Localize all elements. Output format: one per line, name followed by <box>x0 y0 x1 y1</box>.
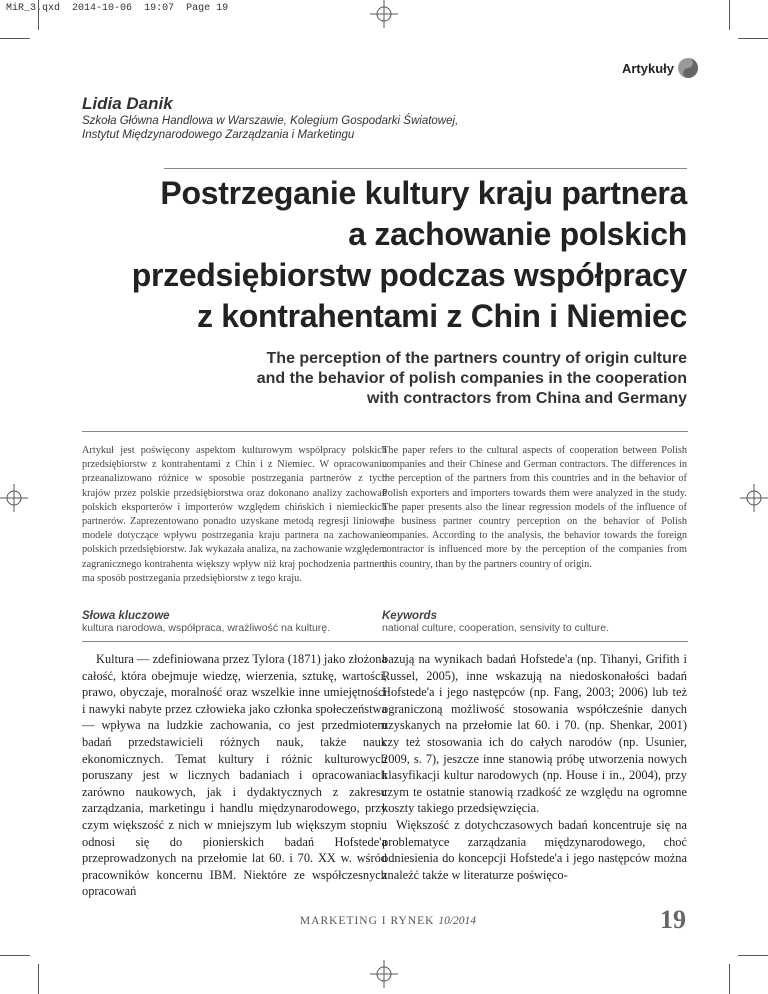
abstract-rule <box>82 431 688 432</box>
crop-mark <box>38 964 39 994</box>
crop-mark <box>0 38 30 39</box>
crop-mark <box>738 38 768 39</box>
body-paragraph: bazują na wynikach badań Hofstede'a (np. Tihanyi, Grifith i Russel, 2005), inne wskazują na niedoskonałości badań Hofstede'a i jego następców (np. Fang, 2003; 2006) lub też ograniczoną możliwość stosowania współcześnie danych uzyskanych na przełomie lat 60. i 70. (np. Shenkar, 2001) czy też stosowania ich do całych narodów (np. Usunier, 2009, s. 7), jeszcze inne stanowią próbę utworzenia nowych klasyfikacji kultur narodowych (np. House i in., 2004), przy czym te ostatnie stanowią rzadkość ze względu na ogromne koszty takiego przedsięwzięcia. <box>382 652 687 816</box>
body-column-left <box>82 651 387 900</box>
title-rule <box>164 168 687 169</box>
author-name: Lidia Danik <box>82 94 173 113</box>
author-affiliation <box>82 114 522 142</box>
subtitle-line: The perception of the partners country of origin culture <box>266 350 687 367</box>
keywords-pl <box>82 610 387 634</box>
body-rule <box>82 641 688 642</box>
printer-slug <box>6 3 228 14</box>
crop-mark <box>38 0 39 30</box>
body-column-right <box>382 651 687 883</box>
affiliation-line: Instytut Międzynarodowego Zarządzania i Marketingu <box>82 129 355 141</box>
registration-mark-icon <box>370 0 398 28</box>
registration-mark-icon <box>740 484 768 512</box>
body-paragraph: Większość z dotychczasowych badań koncentruje się na problematyce zarządzania międzynarodowego, choć odniesienia do koncepcji Hofstede'a i jego następców można znaleźć także w literaturze poświęco- <box>382 817 687 882</box>
registration-mark-icon <box>0 484 28 512</box>
registration-mark-icon <box>370 960 398 988</box>
title-line: a zachowanie polskich <box>348 216 687 252</box>
article-title <box>87 173 687 337</box>
section-label: Artykuły <box>621 61 674 76</box>
subtitle-line: with contractors from China and Germany <box>366 390 687 407</box>
title-line: z kontrahentami z Chin i Niemiec <box>196 298 687 334</box>
page-number: 19 <box>660 905 686 934</box>
crop-mark <box>729 0 730 30</box>
slug-file: MiR_3.qxd <box>6 3 61 14</box>
crop-mark <box>738 955 768 956</box>
journal-footer <box>268 915 508 927</box>
crop-mark <box>729 964 730 994</box>
slug-date: 2014-10-06 <box>72 3 133 14</box>
abstract-pl: Artykuł jest poświęcony aspektom kulturowym współpracy polskich przedsiębiorstw z kontrahentami z Chin i z Niemiec. W opracowaniu przeanalizowano różnice w sposobie postrzegania partnerów z tych krajów przez polskie przedsiębiorstwa oraz dokonano analizy zachowań polskich eksporterów i importerów względem chińskich i niemieckich partnerów. Zaprezentowano ponadto uzyskane metodą regresji liniowej modele dotyczące wpływu postrzegania kraju partnera na zachowanie polskich przedsiębiorstw. Jak wykazała analiza, na zachowanie względem zagranicznego kontrahenta większy wpływ niż kraj pochodzenia partnera ma sposób postrzegania przedsiębiorstw z tego kraju. <box>82 445 387 584</box>
affiliation-line: Szkoła Główna Handlowa w Warszawie, Kolegium Gospodarki Światowej, <box>82 115 459 127</box>
journal-name: MARKETING I RYNEK <box>299 915 435 927</box>
keywords-text: kultura narodowa, współpraca, wrażliwość na kulturę. <box>82 622 331 634</box>
crop-mark <box>0 955 30 956</box>
title-line: przedsiębiorstw podczas współpracy <box>131 257 687 293</box>
keywords-heading: Keywords <box>382 610 437 622</box>
journal-issue: 10/2014 <box>438 915 477 927</box>
keywords-text: national culture, cooperation, sensivity to culture. <box>382 622 610 634</box>
slug-time: 19:07 <box>144 3 175 14</box>
body-paragraph: Kultura — zdefiniowana przez Tylora (1871) jako złożona całość, która obejmuje wiedzę, wierzenia, sztukę, wartości, prawo, obyczaje, moralność oraz wszelkie inne umiejętności i nawyki nabyte przez człowieka jako członka społeczeństwa — wpływa na ludzkie zachowania, co jest przedmiotem badań przedstawicieli różnych nauk, także nauk ekonomicznych. Temat kultury i różnic kulturowych poruszany jest w licznych badaniach i opracowaniach zarówno naukowych, jak i dydaktycznych z zakresu zarządzania, marketingu i handlu międzynarodowego, przy czym większość z nich w mniejszym lub większym stopniu odnosi się do pionierskich badań Hofstede'a przeprowadzonych na przełomie lat 60. i 70. XX w. wśród pracowników koncernu IBM. Niektóre ze współczesnych opracowań <box>82 652 387 899</box>
keywords-en <box>382 610 687 634</box>
article-subtitle-en <box>167 349 687 409</box>
slug-page: Page 19 <box>186 3 229 14</box>
subtitle-line: and the behavior of polish companies in the cooperation <box>256 370 687 387</box>
abstract-en: The paper refers to the cultural aspects of cooperation between Polish companies and their Chinese and German contractors. The differences in the perception of the partners from this countries and in the behavior of Polish exporters and importers towards them were analyzed in the study. The paper presents also the linear regression models of the influence of the business partner country perception on the behavior of Polish companies. According to the analysis, the behavior towards the foreign contractor is influenced more by the perception of the companies from this country, than by the partners country of origin. <box>382 445 687 570</box>
title-line: Postrzeganie kultury kraju partnera <box>160 175 687 211</box>
section-yin-yang-icon <box>678 58 698 78</box>
keywords-heading: Słowa kluczowe <box>82 610 170 622</box>
